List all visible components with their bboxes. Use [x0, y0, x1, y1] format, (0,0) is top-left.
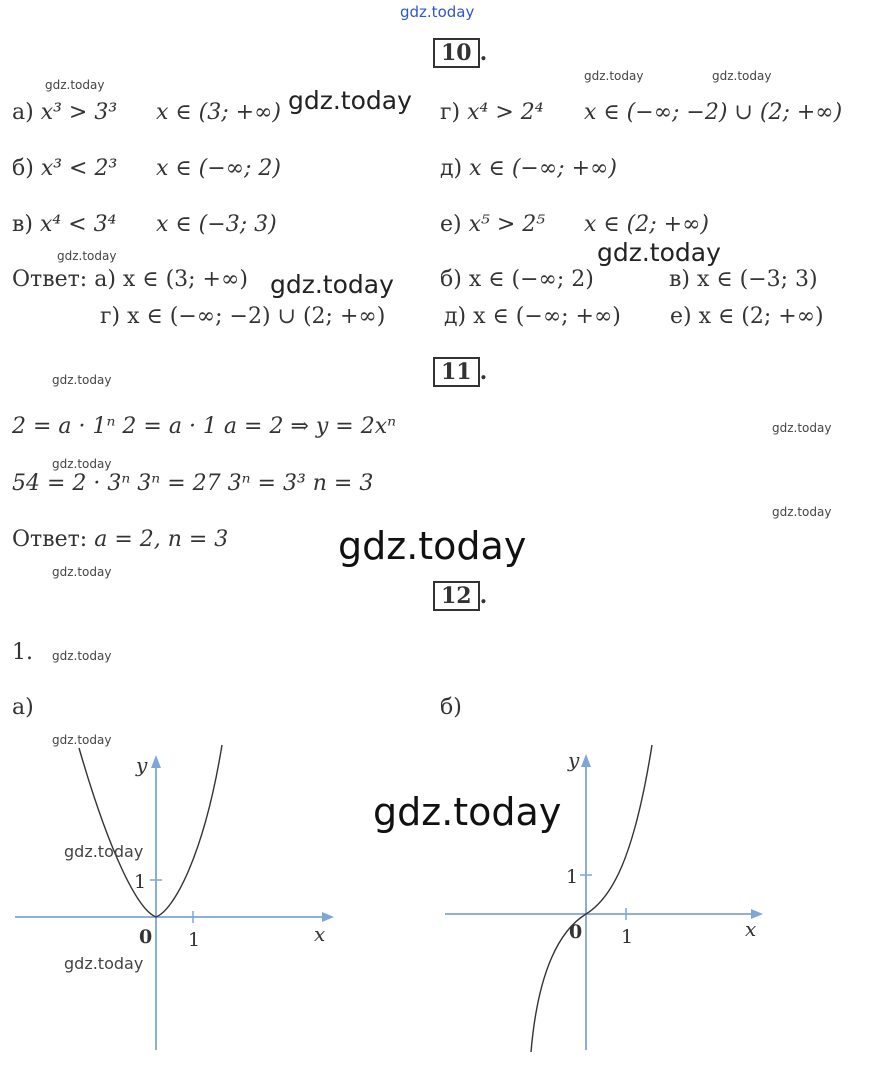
solution-d: x ∈ (−∞; +∞) [469, 156, 617, 181]
problem-number: 12 [433, 581, 480, 611]
curve-x4 [79, 745, 222, 917]
watermark: gdz.today [288, 86, 412, 115]
x-axis-arrow [322, 912, 334, 922]
answer-10-line1 [12, 267, 248, 292]
watermark-large: gdz.today [338, 524, 527, 568]
problem-number: 10 [433, 38, 480, 68]
graph-b [430, 740, 780, 1060]
x-axis-label: x [314, 922, 326, 946]
y-axis-arrow [581, 754, 591, 767]
solution-11-line1: 2 = a · 1ⁿ 2 = a · 1 a = 2 ⇒ y = 2xⁿ [12, 414, 397, 439]
graph-b-label: б) [440, 695, 462, 720]
item-e [440, 212, 545, 237]
inequality: x⁴ > 2⁴ [467, 100, 544, 125]
item-label: в) [12, 212, 33, 237]
item-label: е) [440, 212, 462, 237]
item-g [440, 100, 544, 125]
solution-g: x ∈ (−∞; −2) ∪ (2; +∞) [584, 100, 843, 125]
watermark: gdz.today [52, 733, 112, 747]
answer-g: г) x ∈ (−∞; −2) ∪ (2; +∞) [100, 304, 386, 329]
inequality: x³ < 2³ [40, 156, 118, 181]
item-d [440, 156, 617, 181]
solution-a: x ∈ (3; +∞) [156, 100, 282, 125]
item-a [12, 100, 117, 125]
answer-label: Ответ: [12, 267, 88, 292]
origin-label: 0 [569, 921, 583, 943]
watermark: gdz.today [597, 238, 721, 267]
solution-11-line2: 54 = 2 · 3ⁿ 3ⁿ = 27 3ⁿ = 3³ n = 3 [12, 471, 374, 496]
solution-v: x ∈ (−3; 3) [156, 212, 277, 237]
y-axis-arrow [151, 755, 161, 768]
y-tick-label: 1 [566, 866, 579, 888]
item-1: 1. [12, 640, 33, 665]
watermark-top: gdz.today [400, 3, 475, 21]
problem-12-header [433, 583, 487, 609]
problem-number: 11 [433, 357, 480, 387]
watermark: gdz.today [270, 270, 394, 299]
graph-a [0, 740, 360, 1060]
item-label: г) [440, 100, 461, 125]
origin-label: 0 [139, 926, 153, 948]
watermark: gdz.today [52, 565, 112, 579]
item-label: а) [12, 100, 34, 125]
item-label: б) [12, 156, 34, 181]
watermark: gdz.today [772, 421, 832, 435]
inequality: x⁵ > 2⁵ [468, 212, 546, 237]
x-axis-label: x [745, 917, 757, 941]
answer-d: д) x ∈ (−∞; +∞) [444, 304, 621, 329]
answer-e: е) x ∈ (2; +∞) [670, 304, 824, 329]
watermark: gdz.today [772, 505, 832, 519]
watermark: gdz.today [57, 249, 117, 263]
y-axis-label: y [568, 748, 580, 772]
solution-e: x ∈ (2; +∞) [584, 212, 710, 237]
watermark: gdz.today [64, 954, 144, 973]
inequality: x⁴ < 3⁴ [39, 212, 117, 237]
answer-11 [12, 527, 228, 552]
answer-a: а) x ∈ (3; +∞) [94, 267, 248, 292]
watermark: gdz.today [584, 69, 644, 83]
answer-v: в) x ∈ (−3; 3) [669, 267, 818, 292]
item-label: д) [440, 156, 463, 181]
problem-11-header [433, 359, 487, 385]
graph-a-label: а) [12, 695, 34, 720]
item-b [12, 156, 117, 181]
problem-number-dot: . [479, 40, 488, 66]
watermark: gdz.today [712, 69, 772, 83]
y-tick-label: 1 [134, 871, 147, 893]
watermark-large: gdz.today [373, 790, 562, 834]
problem-10-header [433, 40, 487, 66]
watermark: gdz.today [52, 457, 112, 471]
problem-number-dot: . [479, 359, 488, 385]
x-tick-label: 1 [188, 929, 201, 951]
watermark: gdz.today [52, 373, 112, 387]
problem-number-dot: . [479, 583, 488, 609]
watermark: gdz.today [52, 649, 112, 663]
answer-b: б) x ∈ (−∞; 2) [440, 267, 594, 292]
answer-value: a = 2, n = 3 [94, 527, 229, 552]
watermark: gdz.today [45, 78, 105, 92]
y-axis-label: y [136, 753, 148, 777]
item-v [12, 212, 116, 237]
watermark: gdz.today [64, 842, 144, 861]
inequality: x³ > 3³ [40, 100, 118, 125]
answer-label: Ответ: [12, 527, 88, 552]
solution-b: x ∈ (−∞; 2) [156, 156, 282, 181]
x-tick-label: 1 [621, 926, 634, 948]
